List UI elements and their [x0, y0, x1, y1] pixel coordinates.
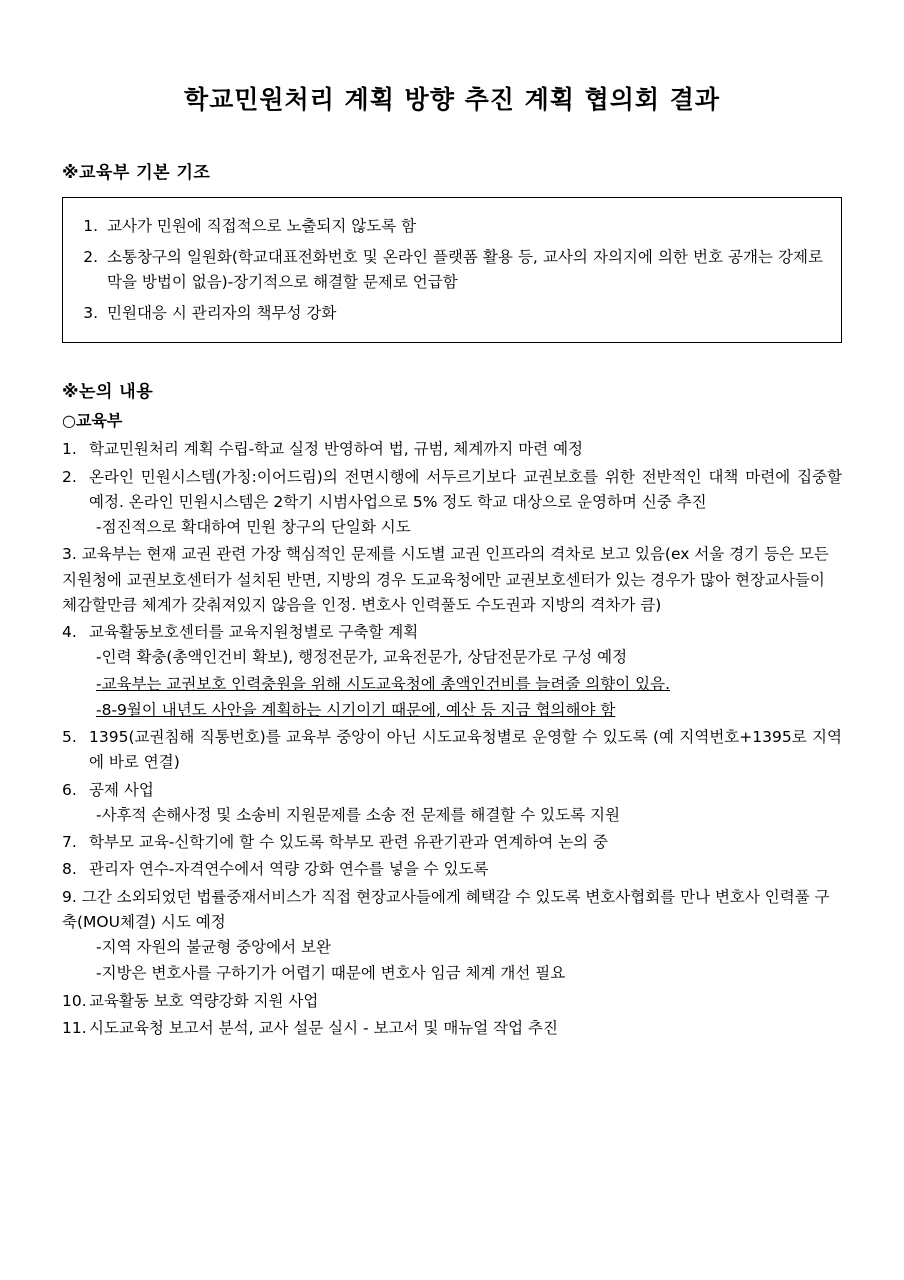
sub-list-item: -인력 확충(총액인건비 확보), 행정전문가, 교육전문가, 상담전문가로 구성 예정: [96, 648, 628, 667]
list-item-text: 교육활동보호센터를 교육지원청별로 구축할 계획: [89, 623, 419, 642]
sub-list-item: [62, 698, 842, 723]
list-item-number: 8.: [62, 860, 77, 879]
section-heading-basic-principles: ※교육부 기본 기조: [62, 163, 211, 183]
list-item: [62, 989, 842, 1014]
list-item: [77, 245, 823, 295]
list-item: [62, 542, 842, 618]
sub-list-item: [62, 672, 842, 697]
list-item-number: 2.: [83, 248, 98, 267]
list-item-number: 2.: [62, 467, 77, 486]
sub-list: [62, 935, 842, 987]
list-item-text: 학교민원처리 계획 수립-학교 실정 반영하여 법, 규범, 체계까지 마련 예정: [89, 440, 584, 459]
list-item: [62, 885, 842, 987]
list-item-text: 학부모 교육-신학기에 할 수 있도록 학부모 관련 유관기관과 연계하여 논의 중: [89, 833, 609, 852]
list-item-number: 7.: [62, 833, 77, 852]
sub-list-item: -점진적으로 확대하여 민원 창구의 단일화 시도: [96, 518, 411, 537]
sub-list-item-text: -8-9월이 내년도 사안을 계획하는 시기이기 때문에, 예산 등 지금 협의해야 함: [96, 700, 616, 719]
list-item: [62, 830, 842, 855]
sub-list-item-text: -교육부는 교권보호 인력충원을 위해 시도교육청에 총액인건비를 늘려줄 의향이 있음.: [96, 674, 670, 693]
list-item-text: 시도교육청 보고서 분석, 교사 설문 실시 - 보고서 및 매뉴얼 작업 추진: [89, 1018, 558, 1037]
list-item-number: 4.: [62, 623, 77, 642]
list-item: [62, 725, 842, 776]
sub-list: [62, 645, 842, 723]
list-item-number: 6.: [62, 780, 77, 799]
subsection-heading-ministry: ○교육부: [62, 411, 123, 431]
list-item-text: 관리자 연수-자격연수에서 역량 강화 연수를 넣을 수 있도록: [89, 860, 489, 879]
sub-list: [62, 515, 842, 540]
list-item-text: 교육부는 현재 교권 관련 가장 핵심적인 문제를 시도별 교권 인프라의 격차로 보고 있음(ex 서울 경기 등은 모든 지원청에 교권보호센터가 설치된 반면, 지방의 경우 도교육청에만 교권보호센터가 있는 경우가 많아 현장교사들이 체감할만큼 체계가 갖춰져있지 않음을 인정. 변호사 인력풀도 수도권과 지방의 격차가 큼): [62, 545, 829, 614]
list-item: [62, 437, 842, 462]
list-item: [77, 301, 823, 326]
list-item-number: 5.: [62, 728, 77, 747]
sub-list-item: -지방은 변호사를 구하기가 어렵기 때문에 변호사 임금 체계 개선 필요: [96, 964, 566, 983]
list-item: [62, 857, 842, 882]
list-item: [62, 620, 842, 723]
list-item-number: 1.: [62, 440, 77, 459]
list-item-text: 그간 소외되었던 법률중재서비스가 직접 현장교사들에게 혜택갈 수 있도록 변호사협회를 만나 변호사 인력풀 구축(MOU체결) 시도 예정: [62, 887, 830, 931]
sub-list-item: -지역 자원의 불균형 중앙에서 보완: [96, 938, 331, 957]
list-item-text: 민원대응 시 관리자의 책무성 강화: [107, 304, 337, 323]
list-item-number: 9.: [62, 887, 77, 906]
list-item-text: 교사가 민원에 직접적으로 노출되지 않도록 함: [107, 217, 417, 235]
section-heading-discussion: ※논의 내용: [62, 382, 154, 403]
list-item-text: 온라인 민원시스템(가칭:이어드림)의 전면시행에 서두르기보다 교권보호를 위한 전반적인 대책 마련에 집중할 예정. 온라인 민원시스템은 2학기 시범사업으로 5% 정도 학교 대상으로 운영하며 신중 추진: [89, 467, 842, 511]
list-item-text: 공제 사업: [89, 780, 154, 799]
basic-principles-list: [77, 214, 823, 326]
list-item: [77, 214, 823, 239]
basic-principles-box: [62, 197, 842, 343]
list-item: [62, 778, 842, 829]
list-item-number: 3.: [62, 545, 77, 564]
list-item-number: 11.: [62, 1018, 87, 1037]
list-item-number: 1.: [83, 217, 98, 235]
sub-list-item: -사후적 손해사정 및 소송비 지원문제를 소송 전 문제를 해결할 수 있도록 지원: [96, 805, 620, 824]
list-item-text: 교육활동 보호 역량강화 지원 사업: [89, 991, 319, 1010]
list-item-text: 1395(교권침해 직통번호)를 교육부 중앙이 아닌 시도교육청별로 운영할 수 있도록 (예 지역번호+1395로 지역에 바로 연결): [89, 728, 842, 772]
list-item-number: 3.: [83, 304, 98, 323]
list-item: [62, 1016, 842, 1041]
sub-list: [62, 803, 842, 828]
discussion-list: [62, 437, 842, 1041]
page-title: 학교민원처리 계획 방향 추진 계획 협의회 결과: [183, 85, 721, 114]
list-item: [62, 465, 842, 541]
list-item-text: 소통창구의 일원화(학교대표전화번호 및 온라인 플랫폼 활용 등, 교사의 자의지에 의한 번호 공개는 강제로 막을 방법이 없음)-장기적으로 해결할 문제로 언급함: [107, 248, 823, 292]
list-item-number: 10.: [62, 991, 87, 1010]
